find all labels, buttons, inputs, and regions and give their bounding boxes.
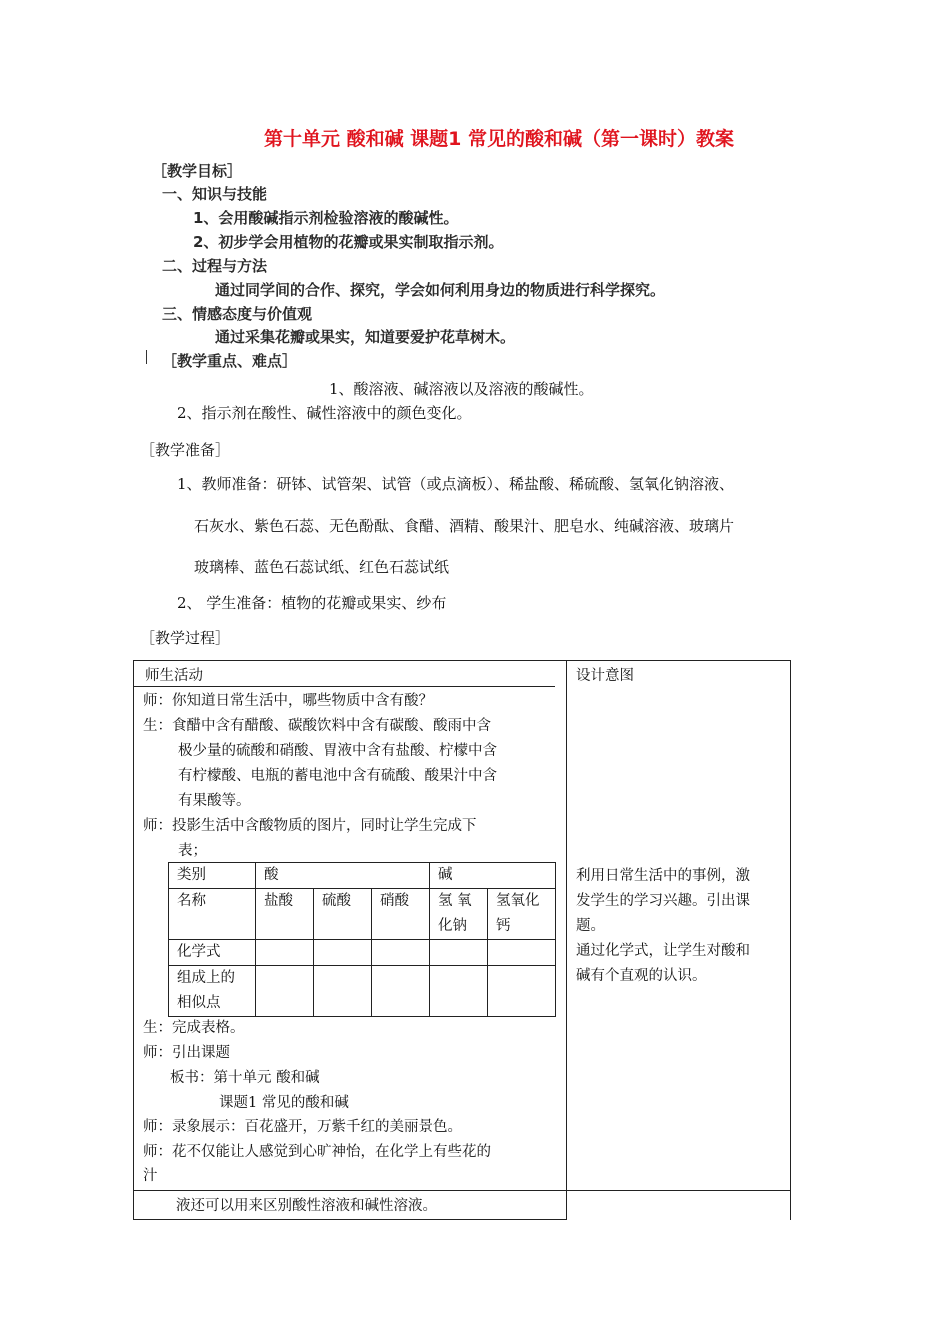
goals-item-1: 1、会用酸碱指示剂检验溶液的酸碱性。 [193,209,459,227]
intent-line: 发学生的学习兴趣。引出课 [576,893,750,909]
cell-empty [372,966,430,1017]
prep-teacher-line-2: 石灰水、紫色石蕊、无色酚酞、食醋、酒精、酸果汁、肥皂水、纯碱溶液、玻璃片 [194,517,735,535]
table-border-top [133,660,790,661]
activity-line: 师：你知道日常生活中，哪些物质中含有酸？ [143,693,433,709]
prep-student: 2、 学生准备：植物的花瓣或果实、纱布 [177,594,447,612]
cell-hno3: 硝酸 [372,889,430,940]
cell-empty [430,966,488,1017]
cell-formula-label: 化学式 [169,940,256,966]
activity-line: 极少量的硫酸和硝酸、胃液中含有盐酸、柠檬中含 [178,743,497,759]
intent-line: 利用日常生活中的事例，激 [576,868,750,884]
cell-base-header: 碱 [430,863,556,889]
cell-similarity-line-1: 组成上的 [177,970,235,986]
cell-empty [430,940,488,966]
prep-teacher-line-1: 1、教师准备：研钵、试管架、试管（或点滴板）、稀盐酸、稀硫酸、氢氧化钠溶液、 [177,475,735,493]
cell-hcl: 盐酸 [256,889,314,940]
focus-item-2: 2、指示剂在酸性、碱性溶液中的颜色变化。 [177,404,472,422]
activity-line: 生：完成表格。 [143,1020,245,1036]
intent-line: 碱有个直观的认识。 [576,968,707,984]
cell-acid-header: 酸 [256,863,430,889]
cell-empty [372,940,430,966]
col-header-intent: 设计意图 [576,668,634,684]
col-header-activity: 师生活动 [145,668,203,684]
cell-empty [314,940,372,966]
table-header-rule [133,686,555,687]
activity-line: 有柠檬酸、电瓶的蓄电池中含有硫酸、酸果汁中含 [178,768,497,784]
activity-line: 课题1 常见的酸和碱 [219,1095,349,1111]
process-header: ［教学过程］ [140,629,231,647]
goals-section-2-text: 通过同学间的合作、探究，学会如何利用身边的物质进行科学探究。 [215,281,666,299]
cell-name-label: 名称 [169,889,256,940]
prep-teacher-line-3: 玻璃棒、蓝色石蕊试纸、红色石蕊试纸 [194,558,450,576]
prep-header: ［教学准备］ [140,441,231,459]
cell-caoh2-line-2: 钙 [496,918,511,934]
cell-similarity-label [169,966,256,1017]
intent-line: 通过化学式，让学生对酸和 [576,943,750,959]
activity-line: 表； [178,843,207,859]
cell-naoh-line-1: 氢 氧 [438,893,472,909]
goals-header: ［教学目标］ [152,162,243,180]
margin-mark [146,350,147,364]
cell-category-label: 类别 [169,863,256,889]
cell-similarity-line-2: 相似点 [177,995,221,1011]
cell-empty [488,966,556,1017]
goals-section-1: 一、知识与技能 [162,185,268,203]
table-border-right [790,660,791,1220]
activity-line: 师：引出课题 [143,1045,230,1061]
cell-h2so4: 硫酸 [314,889,372,940]
activity-line: 汁 [143,1168,158,1184]
page-title: 第十单元 酸和碱 课题1 常见的酸和碱（第一课时）教案 [263,128,735,150]
intent-line: 题。 [576,918,605,934]
focus-item-1: 1、酸溶液、碱溶液以及溶液的酸碱性。 [329,380,594,398]
focus-header: ［教学重点、难点］ [162,352,298,370]
table-border-left [133,660,134,1220]
goals-item-2: 2、初步学会用植物的花瓣或果实制取指示剂。 [193,233,504,251]
cell-naoh-line-2: 化钠 [438,918,467,934]
table-row-divider [133,1190,790,1191]
cell-naoh [430,889,488,940]
goals-section-3-text: 通过采集花瓣或果实，知道要爱护花草树木。 [215,328,516,346]
goals-section-2: 二、过程与方法 [162,257,268,275]
acid-base-table [168,862,556,1017]
cell-empty [314,966,372,1017]
activity-line: 师：录象展示：百花盛开，万紫千红的美丽景色。 [143,1119,462,1135]
activity-line: 有果酸等。 [178,793,251,809]
goals-section-3: 三、情感态度与价值观 [162,305,313,323]
activity-line: 师：花不仅能让人感觉到心旷神怡，在化学上有些花的 [143,1144,491,1160]
cell-empty [256,966,314,1017]
cell-empty [488,940,556,966]
cell-empty [256,940,314,966]
activity-line: 板书：第十单元 酸和碱 [170,1070,320,1086]
cell-caoh2-line-1: 氢氧化 [496,893,540,909]
activity-last-row: 液还可以用来区别酸性溶液和碱性溶液。 [176,1198,437,1214]
cell-caoh2 [488,889,556,940]
activity-line: 师：投影生活中含酸物质的图片，同时让学生完成下 [143,818,477,834]
activity-line: 生：食醋中含有醋酸、碳酸饮料中含有碳酸、酸雨中含 [143,718,491,734]
table-column-divider [566,660,567,1220]
